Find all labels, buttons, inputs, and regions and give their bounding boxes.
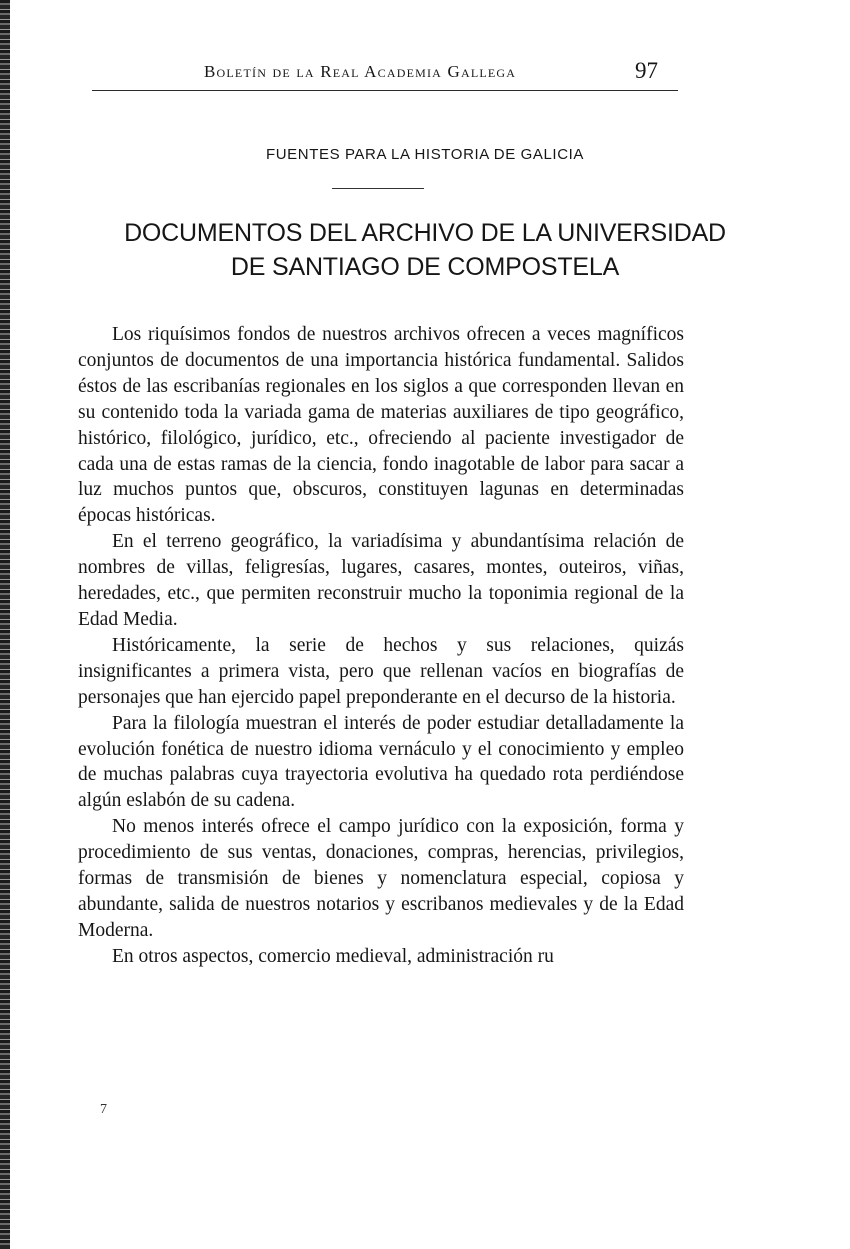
running-header	[92, 56, 678, 91]
page-binding-edge	[0, 0, 10, 1249]
paragraph: Históricamente, la serie de hechos y sus relaciones, quizás insignificantes a primera vista, pero que rellenan vacíos en biografías de personajes que han ejercido papel preponderante en el decurso de la historia.	[78, 634, 684, 708]
title-divider	[332, 188, 424, 189]
article-title-line-1: DOCUMENTOS DEL ARCHIVO DE LA UNIVERSIDAD	[124, 219, 726, 247]
article-title-line-2: DE SANTIAGO DE COMPOSTELA	[230, 253, 620, 281]
article-body	[78, 322, 684, 970]
paragraph: En otros aspectos, comercio medieval, administración ru	[112, 945, 554, 967]
paragraph: En el terreno geográfico, la variadísima y abundantísima relación de nombres de villas, feligresías, lugares, casares, montes, outeiros, viñas, heredades, etc., que permiten reconstruir mucho la toponimia regional de la Edad Media.	[78, 531, 684, 630]
paragraph: Para la filología muestran el interés de poder estudiar detalladamente la evolución fonética de nuestro idioma vernáculo y el conocimiento y empleo de muchas palabras cuya trayectoria evolutiva ha quedado rota perdiéndose algún eslabón de su cadena.	[78, 712, 684, 812]
series-title: FUENTES PARA LA HISTORIA DE GALICIA	[265, 146, 585, 163]
paragraph: Los riquísimos fondos de nuestros archivos ofrecen a veces magníficos conjuntos de documentos de una importancia histórica fundamental. Salidos éstos de las escribanías regionales en los siglos a que corresponden llevan en su contenido toda la variada gama de materias auxiliares de tipo geográfico, histórico, filológico, jurídico, etc., ofreciendo al paciente investigador de cada una de estas ramas de la ciencia, fondo inagotable de labor para sacar a luz muchos puntos que, obscuros, constituyen lagunas en determinadas épocas históricas.	[78, 324, 684, 527]
page-number: 97	[635, 58, 658, 83]
paragraph: No menos interés ofrece el campo jurídico con la exposición, forma y procedimiento de sus ventas, donaciones, compras, herencias, privilegios, formas de transmisión de bienes y nomenclatura especial, copiosa y abundante, salida de nuestros notarios y escribanos medievales y de la Edad Moderna.	[78, 816, 684, 941]
signature-mark: 7	[100, 1102, 107, 1117]
running-title: Boletín de la Real Academia Gallega	[204, 62, 517, 81]
